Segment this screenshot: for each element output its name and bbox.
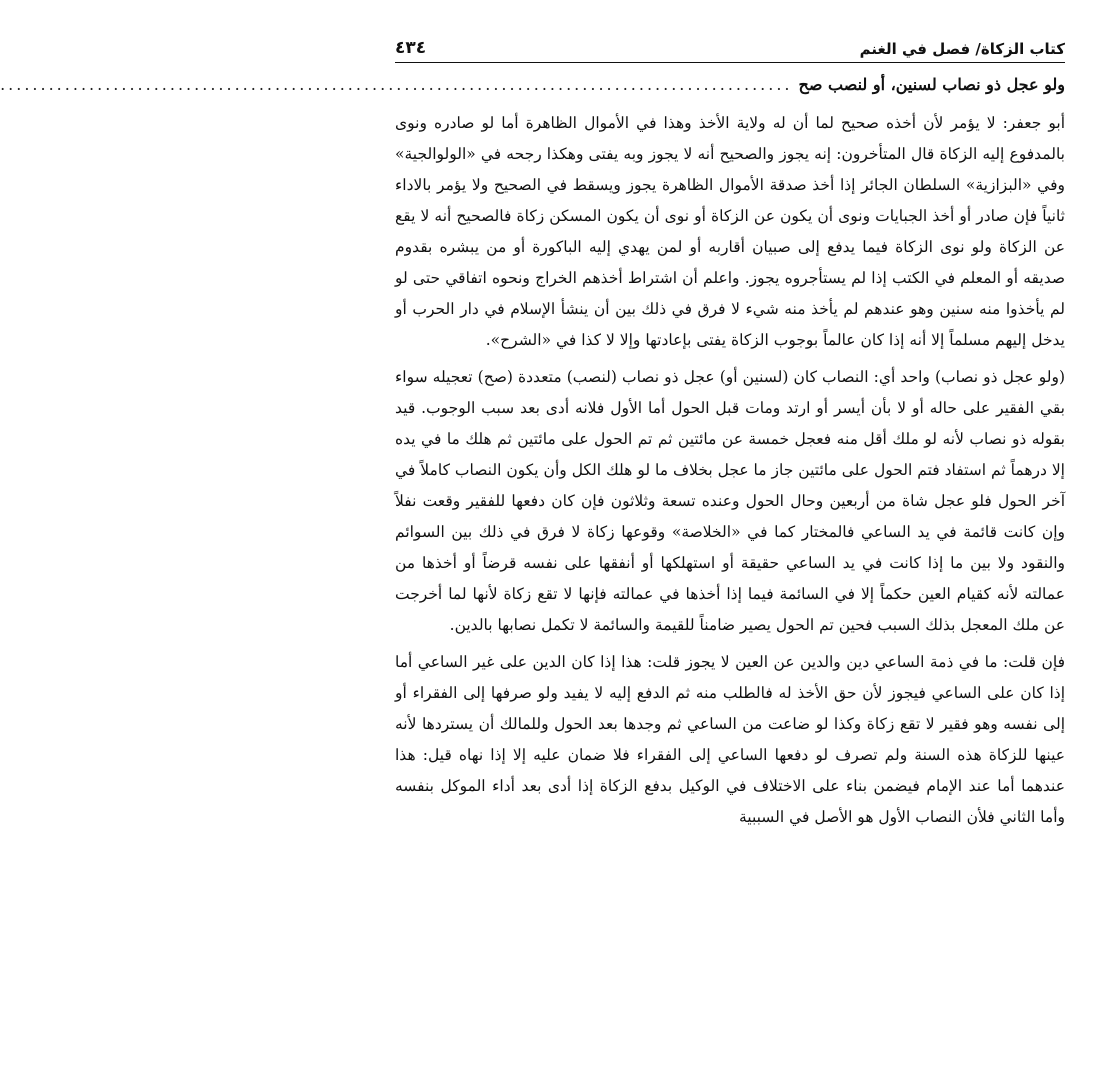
page-number: ٤٣٤ [395,38,427,58]
header-title: كتاب الزكاة/ فصل في الغنم [859,40,1065,58]
paragraph-1: أبو جعفر: لا يؤمر لأن أخذه صحيح لما أن له ولاية الأخذ وهذا في الأموال الظاهرة أما لو صادره ونوى بالمدفوع إليه الزكاة قال المتأخرون: إنه يجوز والصحيح أنه لا يجوز وبه يفتى وهكذا رجحه في «الولوالجية» وفي «البزازية» السلطان الجائر إذا أخذ صدقة الأموال الظاهرة يجوز ويسقط في الصحيح ولا يؤمر بالاداء ثانياً فإن صادر أو أخذ الجبايات ونوى أن يكون عن الزكاة أو نوى أن يكون المسكن زكاة فالصحيح أنه لا يقع عن الزكاة ولو نوى الزكاة فيما يدفع إلى صبيان أقاربه أو لمن يهدي إليه الباكورة أو من يبشره بقدوم صديقه أو المعلم في الكتب إذا لم يستأجروه يجوز. واعلم أن اشتراط أخذهم الخراج ونحوه اتفاقي حتى لو لم يأخذوا منه سنين وهو عندهم لم يأخذ منه شيء لا فرق في ذلك بين أن ينشأ الإسلام في دار الحرب أو يدخل إليهم مسلماً إلا أنه إذا كان عالماً بوجوب الزكاة يفتى بإعادتها وإلا لا كذا في «الشرح». [395,114,1066,349]
main-text [395,108,1065,833]
dotted-rule: .................................................................................................. [0,75,793,94]
book-page [0,28,1066,839]
rubric-text: ولو عجل ذو نصاب لسنين، أو لنصب صح [798,75,1065,94]
paragraph-2: (ولو عجل ذو نصاب) واحد أي: النصاب كان (لسنين أو) عجل ذو نصاب (لنصب) متعددة (صح) تعجيله سواء بقي الفقير على حاله أو لا بأن أيسر أو ارتد ومات قبل الحول أما الأول فلانه أدى بعد سبب الوجوب. قيد بقوله ذو نصاب لأنه لو ملك أقل منه فعجل خمسة عن مائتين ثم تم الحول على مائتين ثم هلك ما في يده إلا درهماً ثم استفاد فتم الحول على مائتين جاز ما عجل بخلاف ما لو هلك الكل وأن يكون النصاب كاملاً في آخر الحول فلو عجل شاة من أربعين وحال الحول وعنده تسعة وثلاثون فإن كان دفعها للفقير وقعت نفلاً وإن كانت قائمة في يد الساعي فالمختار كما في «الخلاصة» وقوعها زكاة لا فرق في ذلك بين السوائم والنقود ولا بين ما إذا كانت في يد الساعي حقيقة أو استهلكها أو أنفقها على نفسه قرضاً أو أخذها من عمالته لأنه كقيام العين حكماً إلا في السائمة فيما إذا أخذها في عمالته فإنها لا تقع زكاة لأنها لما أخرجت عن ملك المعجل بذلك السبب فحين تم الحول يصير ضامناً للقيمة والسائمة لا تكمل نصابها بالدين. [395,368,1065,634]
running-header [395,28,1065,63]
paragraph-3: فإن قلت: ما في ذمة الساعي دين والدين عن العين لا يجوز قلت: هذا إذا كان الدين على غير الساعي أما إذا كان على الساعي فيجوز لأن حق الأخذ له فالطلب منه ثم الدفع إليه لا يفيد ولو صرفها إلى الفقراء أو إلى نفسه وهو فقير لا تقع زكاة وكذا لو ضاعت من الساعي ثم وجدها بعد الحول وللمالك أن يستردها لأنه عينها للزكاة هذه السنة ولم تصرف لو دفعها الساعي إلى الفقراء فلا ضمان عليه إلا إذا نهاه قيل: هذا عندهما أما عند الإمام فيضمن بناء على الاختلاف في الوكيل بدفع الزكاة إذا أدى بعد أداء الموكل بنفسه وأما الثاني فلأن النصاب الأول هو الأصل في السببية [395,653,1065,826]
section-rubric [0,75,1065,94]
